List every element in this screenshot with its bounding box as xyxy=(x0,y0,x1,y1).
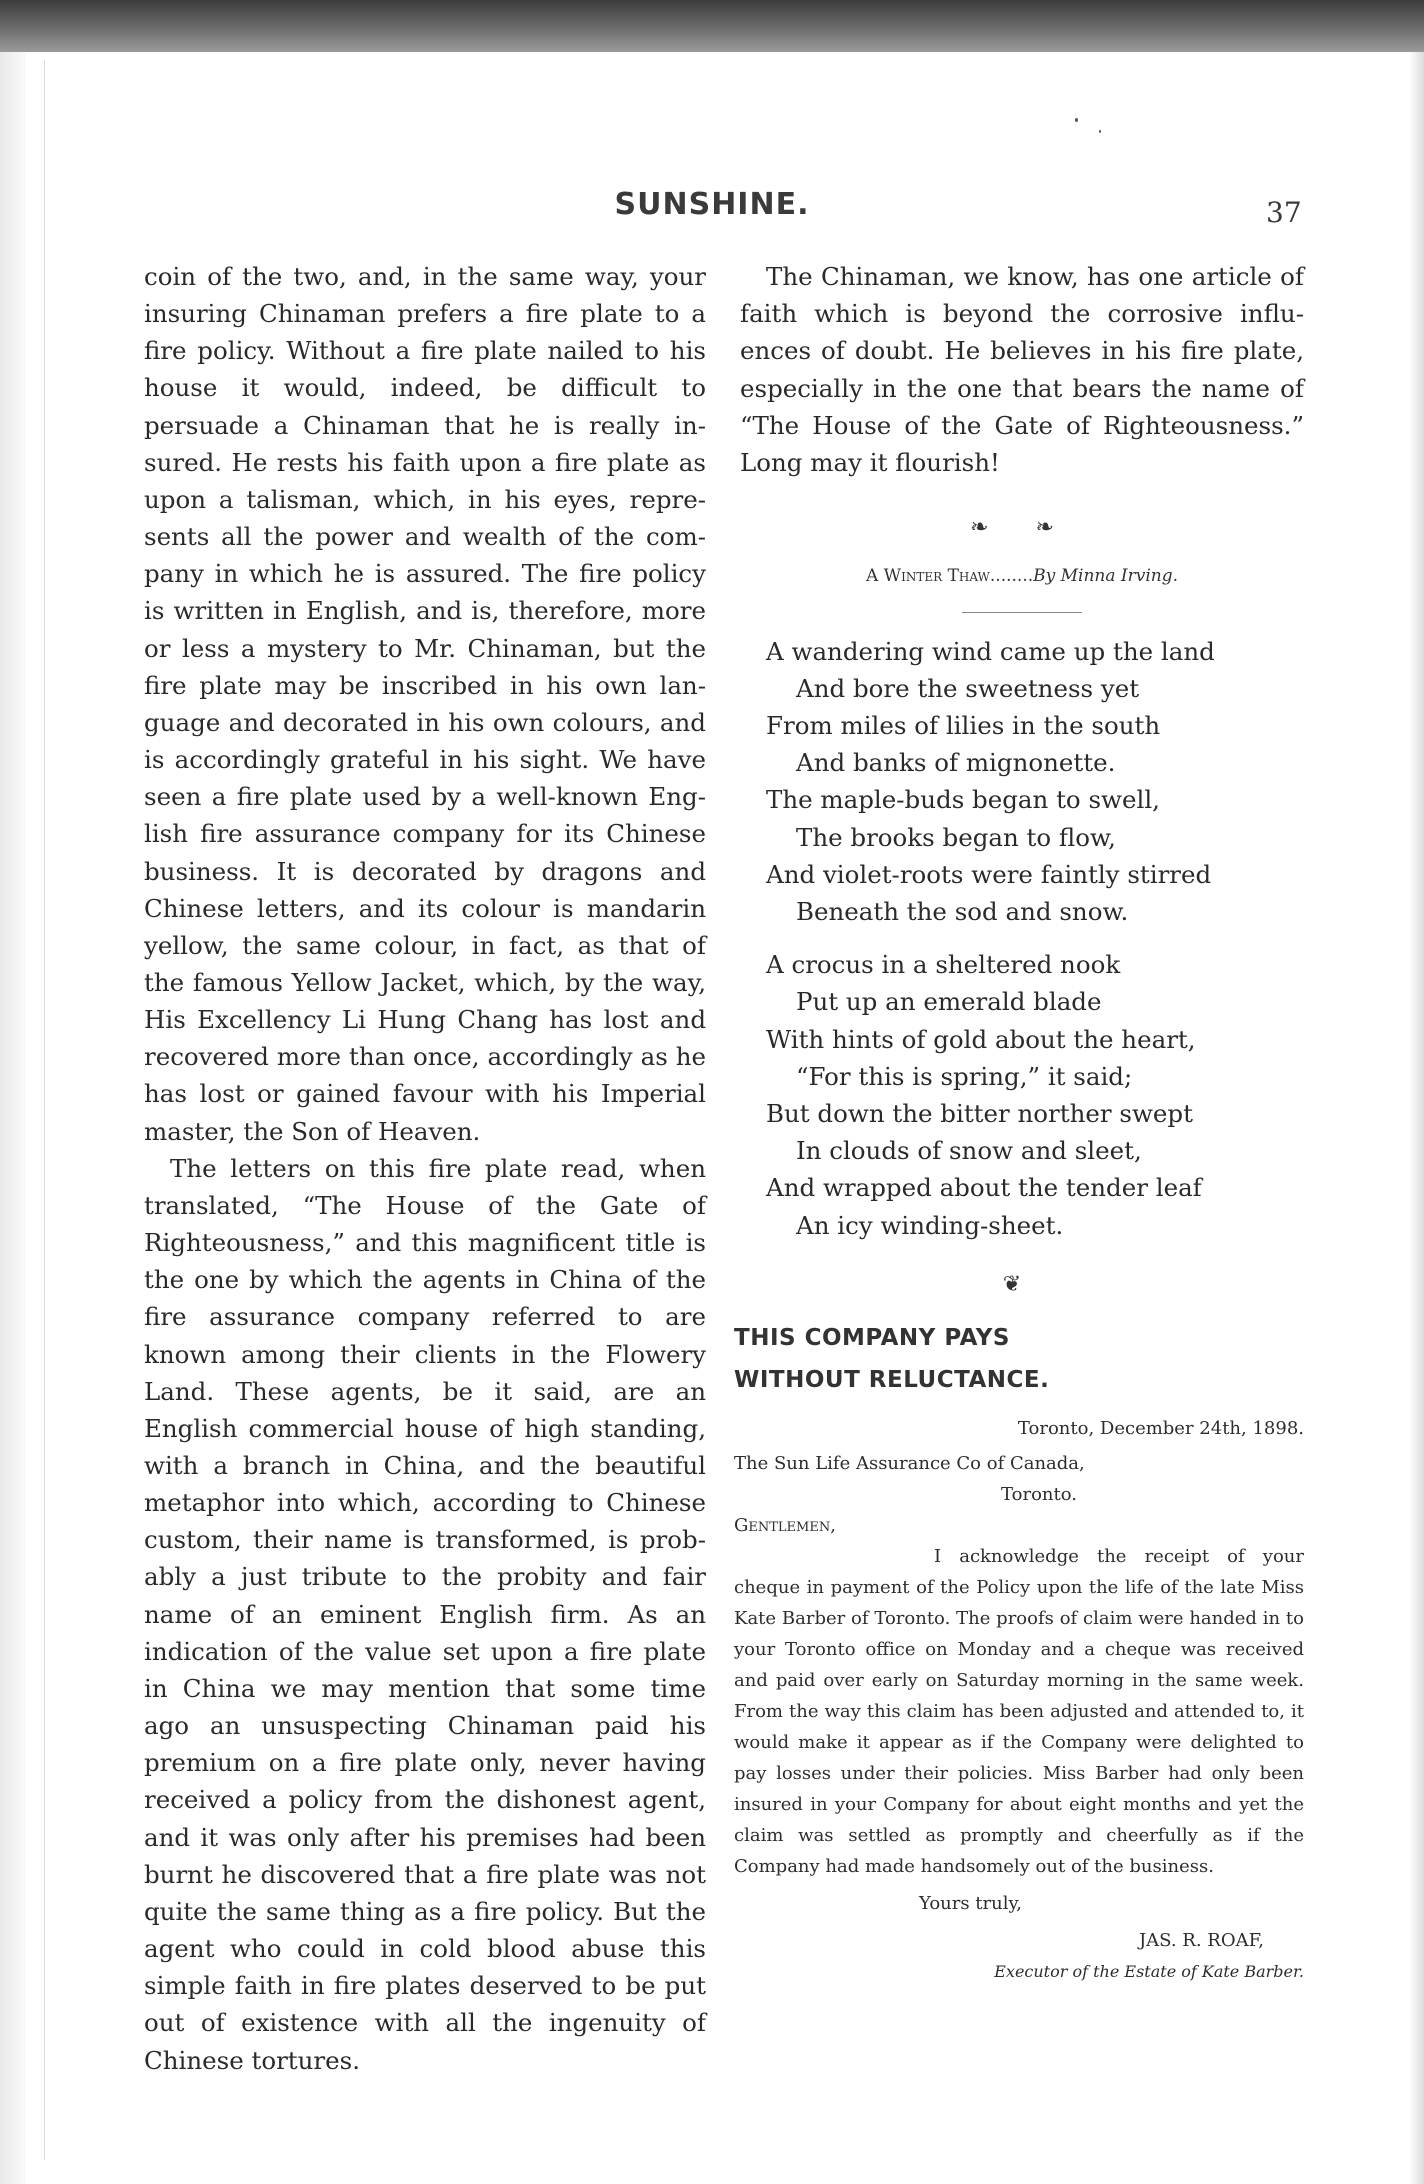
poem-stanza xyxy=(766,633,1304,931)
poem-line: The maple-buds began to swell, xyxy=(766,785,1160,815)
poem-stanza xyxy=(766,946,1304,1244)
poem-line: But down the bitter norther swept xyxy=(766,1099,1193,1129)
poem-leader: ........ xyxy=(989,566,1034,587)
scan-speck xyxy=(1099,130,1101,133)
scan-speck xyxy=(1075,118,1078,122)
letter-salutation: Gentlemen, xyxy=(734,1515,836,1537)
poem-line: An icy winding-sheet. xyxy=(796,1210,1064,1240)
article-closing-paragraph: The Chinaman, we know, has one article of faith which is beyond the corrosive influences of doubt. He believes in his fire plate, especially in the one that bears the name of “The House of the Gate of Righteousness.” Long may it flourish! xyxy=(740,262,1304,478)
poem-heading xyxy=(740,558,1304,595)
poem-byline: By Minna Irving. xyxy=(1033,566,1179,587)
poem-rule xyxy=(962,612,1082,613)
poem-line: “For this is spring,” it said; xyxy=(796,1061,1133,1091)
poem-line: And wrapped about the tender leaf xyxy=(766,1173,1202,1203)
poem-line: Put up an emerald blade xyxy=(796,987,1102,1017)
poem-line: Beneath the sod and snow. xyxy=(796,897,1129,927)
poem-line: With hints of gold about the heart, xyxy=(766,1024,1196,1054)
fleuron-ornament: ❧ ❧ xyxy=(970,515,1074,541)
letter-closing: Yours truly, xyxy=(919,1893,1022,1915)
scan-left-rule xyxy=(44,60,45,2160)
right-column xyxy=(734,258,1304,1987)
poem-line: From miles of lilies in the south xyxy=(766,711,1161,741)
poem-line: And violet-roots were faintly stirred xyxy=(766,859,1212,889)
letter-signature-title: Executor of the Estate of Kate Barber. xyxy=(994,1962,1304,1982)
letter-body: I acknowledge the receipt of your cheque in payment of the Policy upon the life of the late Miss Kate Barber of Toronto. The proofs of claim were handed in to your Toronto office on Monday and a cheque was received and paid over early on Saturday morning in the same week. From the way this claim has been adjusted and attended to, it would make it appear as if the Company were delighted to pay losses under their policies. Miss Barber had only been insured in your Company for about eight months and yet the claim was settled as promptly and cheerfully as if the Company had made handsomely out of the business. xyxy=(734,1546,1304,1878)
advertisement xyxy=(734,1317,1304,1987)
scan-left-margin xyxy=(0,52,26,2184)
article-paragraph: coin of the two, and, in the same way, your insuring Chinaman prefers a fire plate to a fire policy. Without a fire plate nailed to his house it would, indeed, be difficult to persuade a Chinaman that he is really insured. He rests his faith upon a fire plate as upon a talisman, which, in his eyes, represents all the power and wealth of the company in which he is assured. The fire policy is written in English, and is, therefore, more or less a mystery to Mr. Chinaman, but the fire plate may be inscribed in his own language and decorated in his own colours, and is accordingly grateful in his sight. We have seen a fire plate used by a well-known English fire assurance company for its Chinese business. It is decorated by dragons and Chinese letters, and its colour is mandarin yellow, the same colour, in fact, as that of the famous Yellow Jacket, which, by the way, His Excellency Li Hung Chang has lost and recovered more than once, accordingly as he has lost or gained favour with his Imperial master, the Son of Heaven. xyxy=(144,262,706,1146)
letter-addressee: The Sun Life Assurance Co of Canada, xyxy=(734,1453,1085,1475)
poem-line: In clouds of snow and sleet, xyxy=(796,1136,1142,1166)
testimonial-letter xyxy=(734,1413,1304,1987)
article-paragraph: The letters on this fire plate read, when translated, “The House of the Gate of Righteousness,” and this magnificent title is the one by which the agents in China of the fire assurance company referred to are known among their clients in the Flowery Land. These agents, be it said, are an English commercial house of high standing, with a branch in China, and the beautiful metaphor into which, according to Chinese custom, their name is transformed, is probably a just tribute to the probity and fair name of an eminent English firm. As an indication of the value set upon a fire plate in China we may mention that some time ago an unsuspecting Chinaman paid his premium on a fire plate only, never having received a policy from the dishonest agent, and it was only after his premises had been burnt he discovered that a fire plate was not quite the same thing as a fire policy. But the agent who could in cold blood abuse this simple faith in fire plates deserved to be put out of existence with all the ingenuity of Chinese tortures. xyxy=(144,1153,706,2075)
letter-dateline: Toronto, December 24th, 1898. xyxy=(1017,1418,1304,1440)
poem-title: A Winter Thaw xyxy=(865,566,990,587)
poem-line: And banks of mignonette. xyxy=(796,748,1116,778)
poem-line: The brooks began to flow, xyxy=(796,822,1116,852)
poem-line: And bore the sweetness yet xyxy=(796,673,1140,703)
ad-title-line: THIS COMPANY PAYS xyxy=(734,1325,1010,1352)
letter-city: Toronto. xyxy=(1001,1484,1077,1506)
scan-right-edge xyxy=(1410,52,1424,2184)
scan-top-border xyxy=(0,0,1424,52)
page-title: SUNSHINE. xyxy=(614,187,810,222)
letter-signature: JAS. R. ROAF, xyxy=(1138,1930,1264,1952)
page-number: 37 xyxy=(1266,196,1302,229)
poem-line: A crocus in a sheltered nook xyxy=(766,950,1121,980)
left-column xyxy=(144,258,706,2079)
poem-line: A wandering wind came up the land xyxy=(766,636,1215,666)
ad-title-line: WITHOUT RELUCTANCE. xyxy=(734,1367,1050,1394)
fleuron-ornament: ❦ xyxy=(1002,1271,1042,1297)
